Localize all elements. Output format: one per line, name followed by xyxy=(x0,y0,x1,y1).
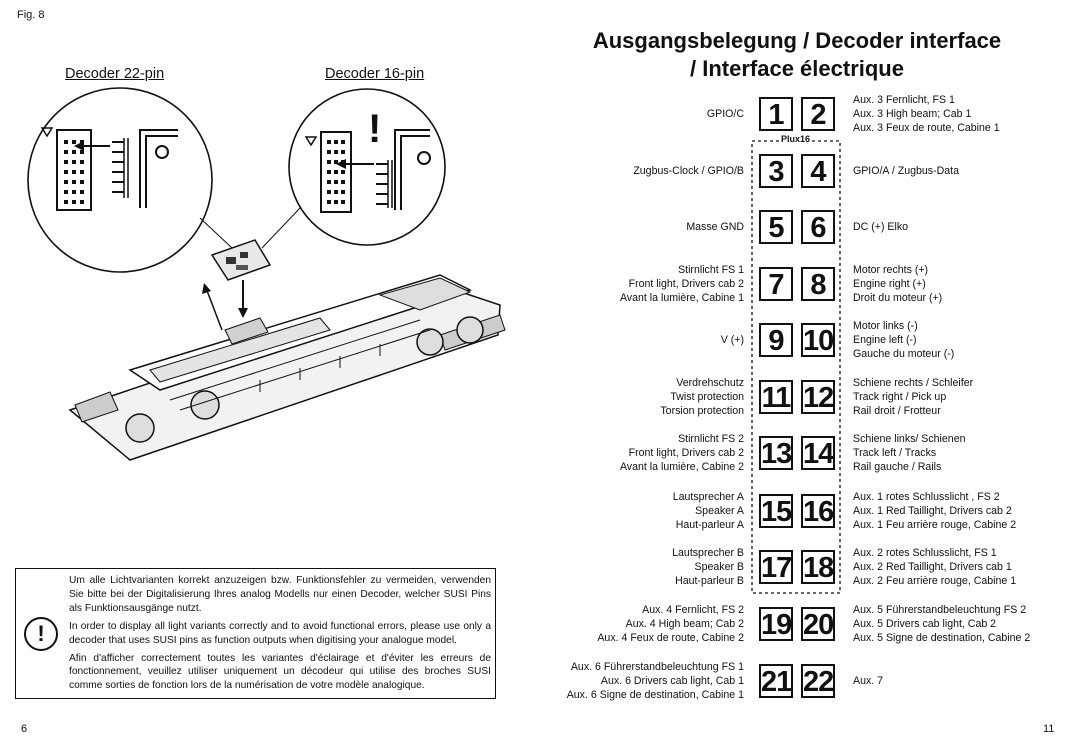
pin-row-right-label xyxy=(853,319,1068,362)
pin-12: 12 xyxy=(803,382,834,414)
pin-function-text: Front light, Drivers cab 2 xyxy=(628,277,744,290)
pin-13: 13 xyxy=(761,438,792,470)
pin-function-text: Aux. 1 Feu arrière rouge, Cabine 2 xyxy=(853,519,1017,532)
pin-row-left-label xyxy=(514,432,744,475)
pin-function-text: Aux. 4 High beam; Cab 2 xyxy=(625,617,744,630)
pin-17: 17 xyxy=(761,552,792,584)
pin-row-left-label xyxy=(514,263,744,306)
pin-function-text: Aux. 5 Signe de destination, Cabine 2 xyxy=(853,632,1031,645)
pin-function-text: Track left / Tracks xyxy=(853,446,937,459)
pin-function-text: Masse GND xyxy=(686,220,744,233)
notice-paragraph-fr: Afin d'afficher correctement toutes les variantes d'éclairage et d'éviter les erreurs de fonctionnement, veuillez utiliser uniquement un décodeur qui utilise des broches SUSI comme sorties de fonction lors de la numérisation de votre modèle analogique. xyxy=(69,652,491,692)
pin-function-text: Stirnlicht FS 2 xyxy=(678,432,744,445)
pin-function-text: Speaker A xyxy=(695,504,744,517)
pin-function-text: Schiene links/ Schienen xyxy=(853,432,966,445)
pin-16: 16 xyxy=(803,496,834,528)
pin-function-text: Rail droit / Frotteur xyxy=(853,405,941,418)
pin-7: 7 xyxy=(759,267,793,301)
pin-row-left-label xyxy=(514,603,744,646)
pin-22: 22 xyxy=(803,666,834,698)
pin-function-text: Aux. 5 Drivers cab light, Cab 2 xyxy=(853,617,997,630)
pin-function-text: Zugbus-Clock / GPIO/B xyxy=(633,164,744,177)
pin-function-text: Schiene rechts / Schleifer xyxy=(853,376,974,389)
pin-function-text: Twist protection xyxy=(670,390,744,403)
pin-function-text: Aux. 2 Red Taillight, Drivers cab 1 xyxy=(853,560,1012,573)
pin-function-text: Aux. 4 Fernlicht, FS 2 xyxy=(642,603,744,616)
pin-function-text: Track right / Pick up xyxy=(853,390,947,403)
pin-row-left-label xyxy=(514,164,744,178)
pin-function-text: Aux. 3 Feux de route, Cabine 1 xyxy=(853,122,1000,135)
page-number-right: 11 xyxy=(1043,723,1055,735)
pin-function-text: Aux. 1 Red Taillight, Drivers cab 2 xyxy=(853,504,1012,517)
pin-function-text: Motor links (-) xyxy=(853,319,918,332)
pin-function-text: Aux. 7 xyxy=(853,674,884,687)
notice-paragraph-en: In order to display all light variants correctly and to avoid functional errors, please use only a decoder that uses SUSI pins as function outputs when digitising your analogue model. xyxy=(69,620,491,646)
pin-row-left-label xyxy=(514,490,744,533)
pin-function-text: Engine left (-) xyxy=(853,333,917,346)
pin-18: 18 xyxy=(803,552,834,584)
pin-row-left-label xyxy=(514,107,744,121)
pin-function-text: Aux. 3 Fernlicht, FS 1 xyxy=(853,93,955,106)
figure-label: Fig. 8 xyxy=(17,9,45,21)
pin-function-text: Avant la lumière, Cabine 1 xyxy=(619,292,744,305)
pin-row-left-label xyxy=(514,220,744,234)
pin-function-text: Aux. 6 Drivers cab light, Cab 1 xyxy=(600,674,744,687)
decoder-22-pin-label: Decoder 22-pin xyxy=(65,66,165,82)
pin-function-text: Lautsprecher B xyxy=(672,546,744,559)
pin-row-left-label xyxy=(514,546,744,589)
locomotive-chassis xyxy=(70,275,505,460)
pin-19: 19 xyxy=(761,609,792,641)
page-title-line-2: / Interface électrique xyxy=(690,56,904,81)
page-title-line-1: Ausgangsbelegung / Decoder interface xyxy=(592,28,1002,53)
svg-text:!: ! xyxy=(368,107,382,151)
pin-function-text: Stirnlicht FS 1 xyxy=(678,263,744,276)
pin-function-text: Aux. 6 Signe de destination, Cabine 1 xyxy=(566,689,744,702)
pin-21: 21 xyxy=(761,666,792,698)
pin-function-text: Avant la lumière, Cabine 2 xyxy=(619,461,744,474)
pin-function-text: Gauche du moteur (-) xyxy=(853,348,955,361)
pin-function-text: Droit du moteur (+) xyxy=(853,292,943,305)
decoder-22-pin-detail-circle xyxy=(28,88,212,272)
pin-function-text: GPIO/C xyxy=(706,107,744,120)
pin-row-right-label xyxy=(853,263,1068,306)
pin-function-text: Lautsprecher A xyxy=(672,490,744,503)
pin-row-right-label xyxy=(853,490,1068,533)
pin-row-left-label xyxy=(514,376,744,419)
pin-function-text: Front light, Drivers cab 2 xyxy=(628,446,744,459)
pin-function-text: Speaker B xyxy=(694,560,744,573)
pin-8: 8 xyxy=(801,267,835,301)
notice-box xyxy=(15,568,496,699)
pin-4: 4 xyxy=(801,154,835,188)
pin-function-text: Aux. 5 Führerstandbeleuchtung FS 2 xyxy=(853,603,1027,616)
pin-2: 2 xyxy=(801,97,835,131)
pin-row-right-label xyxy=(853,432,1068,475)
pin-10: 10 xyxy=(803,325,834,357)
notice-paragraph-de: Um alle Lichtvarianten korrekt anzuzeigen bzw. Funktionsfehler zu vermeiden, verwenden Sie bitte bei der Digitalisierung Ihres analog Modells nur einen Decoder, welcher SUSI Pins als Funktionsausgänge nutzt. xyxy=(69,575,491,614)
pin-15: 15 xyxy=(761,496,792,528)
pin-row-right-label xyxy=(853,546,1068,589)
pin-row-right-label xyxy=(853,164,1068,178)
plux16-label: Plux16 xyxy=(781,134,811,144)
pin-function-text: Engine right (+) xyxy=(853,277,926,290)
decoder-illustration xyxy=(0,80,540,500)
pin-function-text: Aux. 3 High beam; Cab 1 xyxy=(853,107,972,120)
pin-function-text: Aux. 4 Feux de route, Cabine 2 xyxy=(597,632,744,645)
pin-11: 11 xyxy=(759,380,793,414)
page-number-left: 6 xyxy=(21,723,28,735)
pin-3: 3 xyxy=(759,154,793,188)
exclamation-circle-icon: ! xyxy=(24,617,58,651)
pin-function-text: Aux. 2 Feu arrière rouge, Cabine 1 xyxy=(853,575,1017,588)
pin-row-right-label xyxy=(853,674,1068,688)
pin-function-text: Aux. 1 rotes Schlusslicht , FS 2 xyxy=(853,490,1000,503)
pin-row-left-label xyxy=(514,660,744,703)
pin-function-text: Haut-parleur B xyxy=(675,575,744,588)
pin-6: 6 xyxy=(801,210,835,244)
decoder-board xyxy=(212,240,270,280)
pin-row-right-label xyxy=(853,603,1068,646)
pin-function-text: Aux. 6 Führerstandbeleuchtung FS 1 xyxy=(570,660,744,673)
pin-function-text: Torsion protection xyxy=(660,405,744,418)
pin-function-text: Rail gauche / Rails xyxy=(853,461,942,474)
pin-9: 9 xyxy=(759,323,793,357)
notice-text xyxy=(69,574,491,697)
pin-function-text: DC (+) Elko xyxy=(853,220,909,233)
pin-row-right-label xyxy=(853,93,1068,136)
pin-row-left-label xyxy=(514,333,744,347)
pin-function-text: GPIO/A / Zugbus-Data xyxy=(853,164,959,177)
pin-20: 20 xyxy=(803,609,834,641)
pin-function-text: V (+) xyxy=(720,333,744,346)
pin-function-text: Aux. 2 rotes Schlusslicht, FS 1 xyxy=(853,546,997,559)
pin-function-text: Verdrehschutz xyxy=(676,376,744,389)
pin-function-text: Motor rechts (+) xyxy=(853,263,929,276)
pin-5: 5 xyxy=(759,210,793,244)
pin-function-text: Haut-parleur A xyxy=(675,519,744,532)
pin-row-right-label xyxy=(853,376,1068,419)
pin-row-right-label xyxy=(853,220,1068,234)
decoder-16-pin-detail-circle xyxy=(289,89,445,245)
pin-1: 1 xyxy=(759,97,793,131)
decoder-16-pin-label: Decoder 16-pin xyxy=(325,66,425,82)
pin-14: 14 xyxy=(803,438,834,470)
